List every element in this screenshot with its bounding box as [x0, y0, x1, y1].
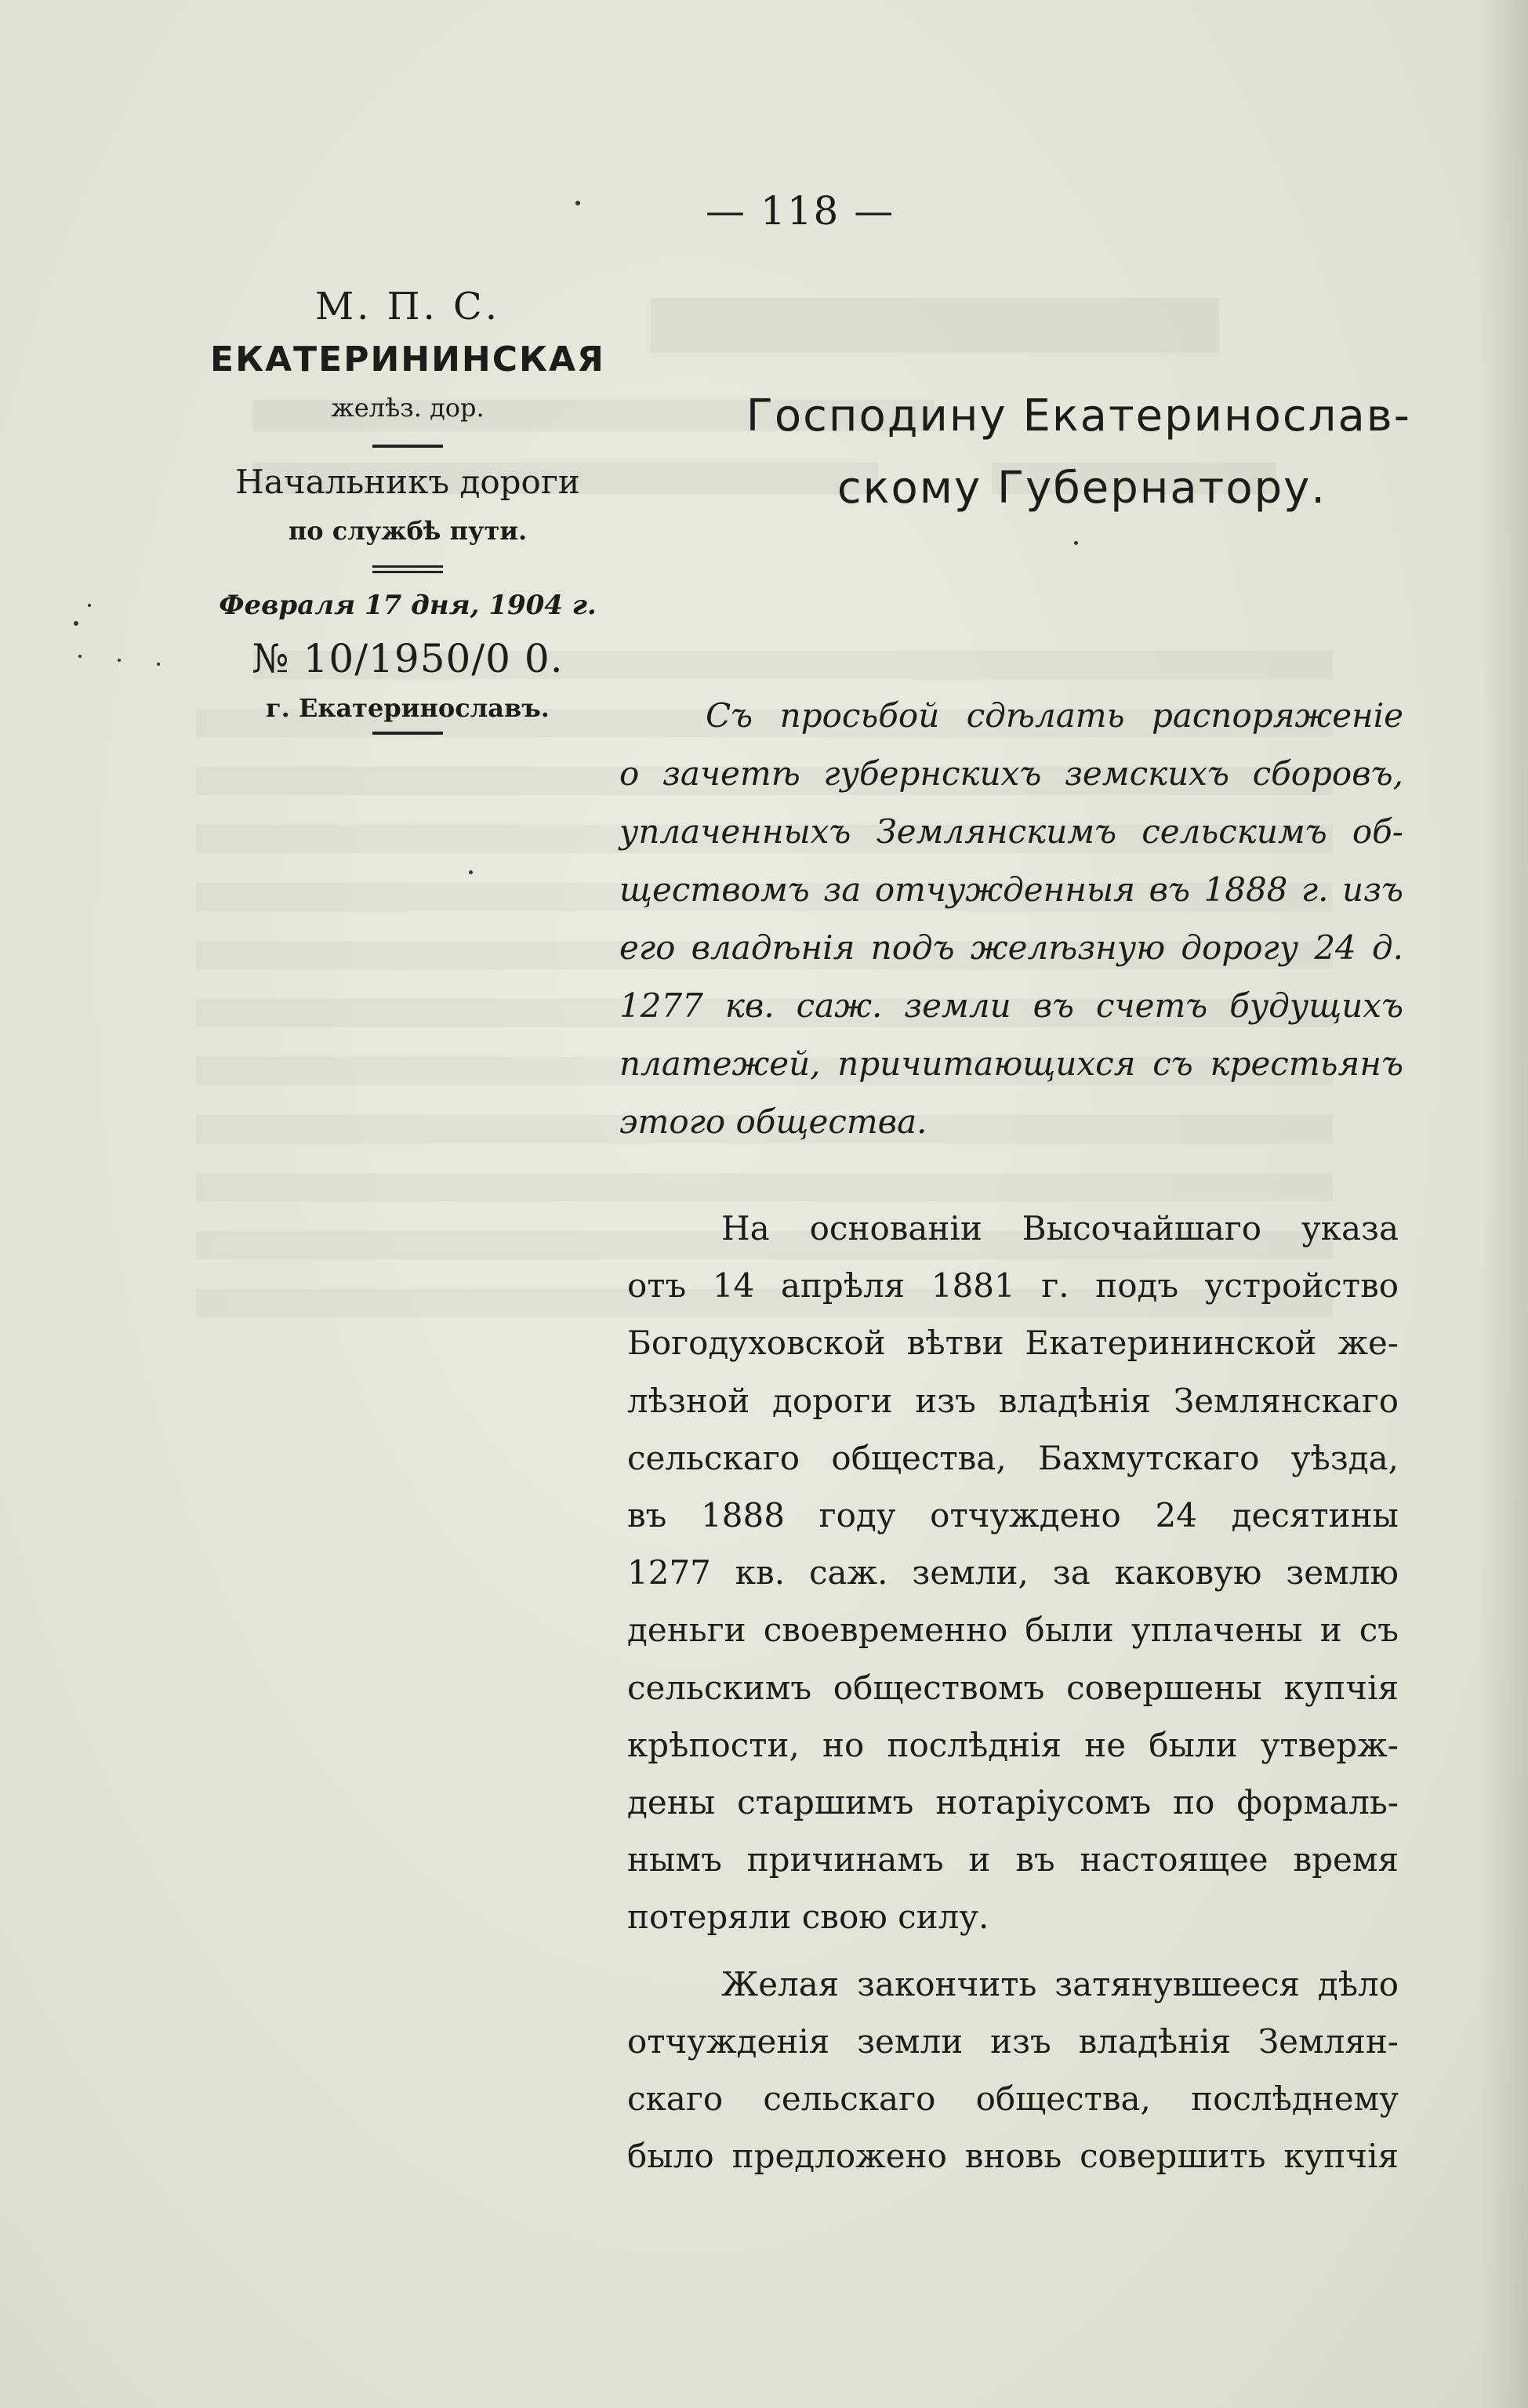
body-line: скаго сельскаго общества, послѣднему — [627, 2079, 1399, 2119]
subject-line: о зачетѣ губернскихъ земскихъ сборовъ, — [619, 754, 1403, 793]
railway-name: ЕКАТЕРИНИНСКАЯ — [210, 340, 605, 380]
page-edge-shadow — [1481, 0, 1528, 2408]
divider — [372, 445, 443, 448]
document-number: № 10/1950/0 0. — [252, 636, 564, 681]
body-line: дены старшимъ нотаріусомъ по формаль- — [627, 1783, 1399, 1822]
railway-abbr: желѣз. дор. — [331, 393, 485, 423]
chief-title: Начальникъ дороги — [235, 463, 580, 501]
letter-body — [627, 1200, 1399, 2185]
body-line: Богодуховской вѣтви Екатерининской же- — [627, 1324, 1399, 1363]
double-divider — [372, 565, 443, 573]
subject-line: 1277 кв. саж. земли въ счетъ будущихъ — [619, 986, 1403, 1025]
body-line: крѣпости, но послѣднія не были утверж- — [627, 1725, 1399, 1764]
ministry-abbr: М. П. С. — [314, 285, 501, 329]
body-line: было предложено вновь совершить купчія — [627, 2137, 1399, 2176]
ink-speck — [469, 870, 473, 874]
body-line: сельскаго общества, Бахмутскаго уѣзда, — [627, 1438, 1399, 1477]
ink-speck — [157, 663, 160, 666]
document-city: г. Екатеринославъ. — [266, 693, 550, 723]
page-number: — 118 — — [706, 188, 895, 234]
body-line: отъ 14 апрѣля 1881 г. подъ устройство — [627, 1266, 1399, 1306]
body-line: деньги своевременно были уплачены и съ — [627, 1611, 1399, 1650]
subject-summary — [619, 687, 1403, 1151]
body-line: На основаніи Высочайшаго указа — [721, 1209, 1399, 1248]
body-line: потеряли свою силу. — [627, 1898, 989, 1937]
subject-line: уплаченныхъ Землянскимъ сельскимъ об- — [619, 812, 1403, 851]
ink-speck — [88, 604, 91, 607]
ink-speck — [74, 621, 78, 626]
body-line: нымъ причинамъ и въ настоящее время — [627, 1840, 1399, 1880]
body-line: въ 1888 году отчуждено 24 десятины — [627, 1496, 1399, 1535]
addressee-line: Господину Екатеринослав- — [746, 390, 1411, 441]
body-line: лѣзной дороги изъ владѣнія Землянскаго — [627, 1381, 1399, 1420]
body-line: сельскимъ обществомъ совершены купчія — [627, 1668, 1399, 1707]
ink-speck — [118, 659, 121, 662]
subject-line: этого общества. — [619, 1102, 927, 1141]
subject-line: платежей, причитающихся съ крестьянъ — [619, 1044, 1403, 1083]
body-line: отчужденія земли изъ владѣнія Землян- — [627, 2021, 1399, 2061]
subject-line: Съ просьбой сдѣлать распоряженіе — [706, 696, 1403, 735]
document-date: Февраля 17 дня, 1904 г. — [219, 590, 597, 621]
ink-speck — [78, 655, 82, 658]
ink-speck — [1074, 541, 1078, 545]
subject-line: ществомъ за отчужденныя въ 1888 г. изъ — [619, 870, 1403, 909]
ink-speck — [575, 201, 580, 205]
letterhead — [204, 278, 612, 744]
service-department: по службѣ пути. — [288, 516, 528, 546]
addressee-line: скому Губернатору. — [837, 463, 1327, 514]
subject-line: его владѣнія подъ желѣзную дорогу 24 д. — [619, 928, 1403, 967]
body-line: 1277 кв. саж. земли, за каковую землю — [627, 1553, 1399, 1593]
addressee — [721, 380, 1411, 525]
divider — [372, 732, 443, 735]
body-line: Желая закончить затянувшееся дѣло — [721, 1964, 1399, 2003]
